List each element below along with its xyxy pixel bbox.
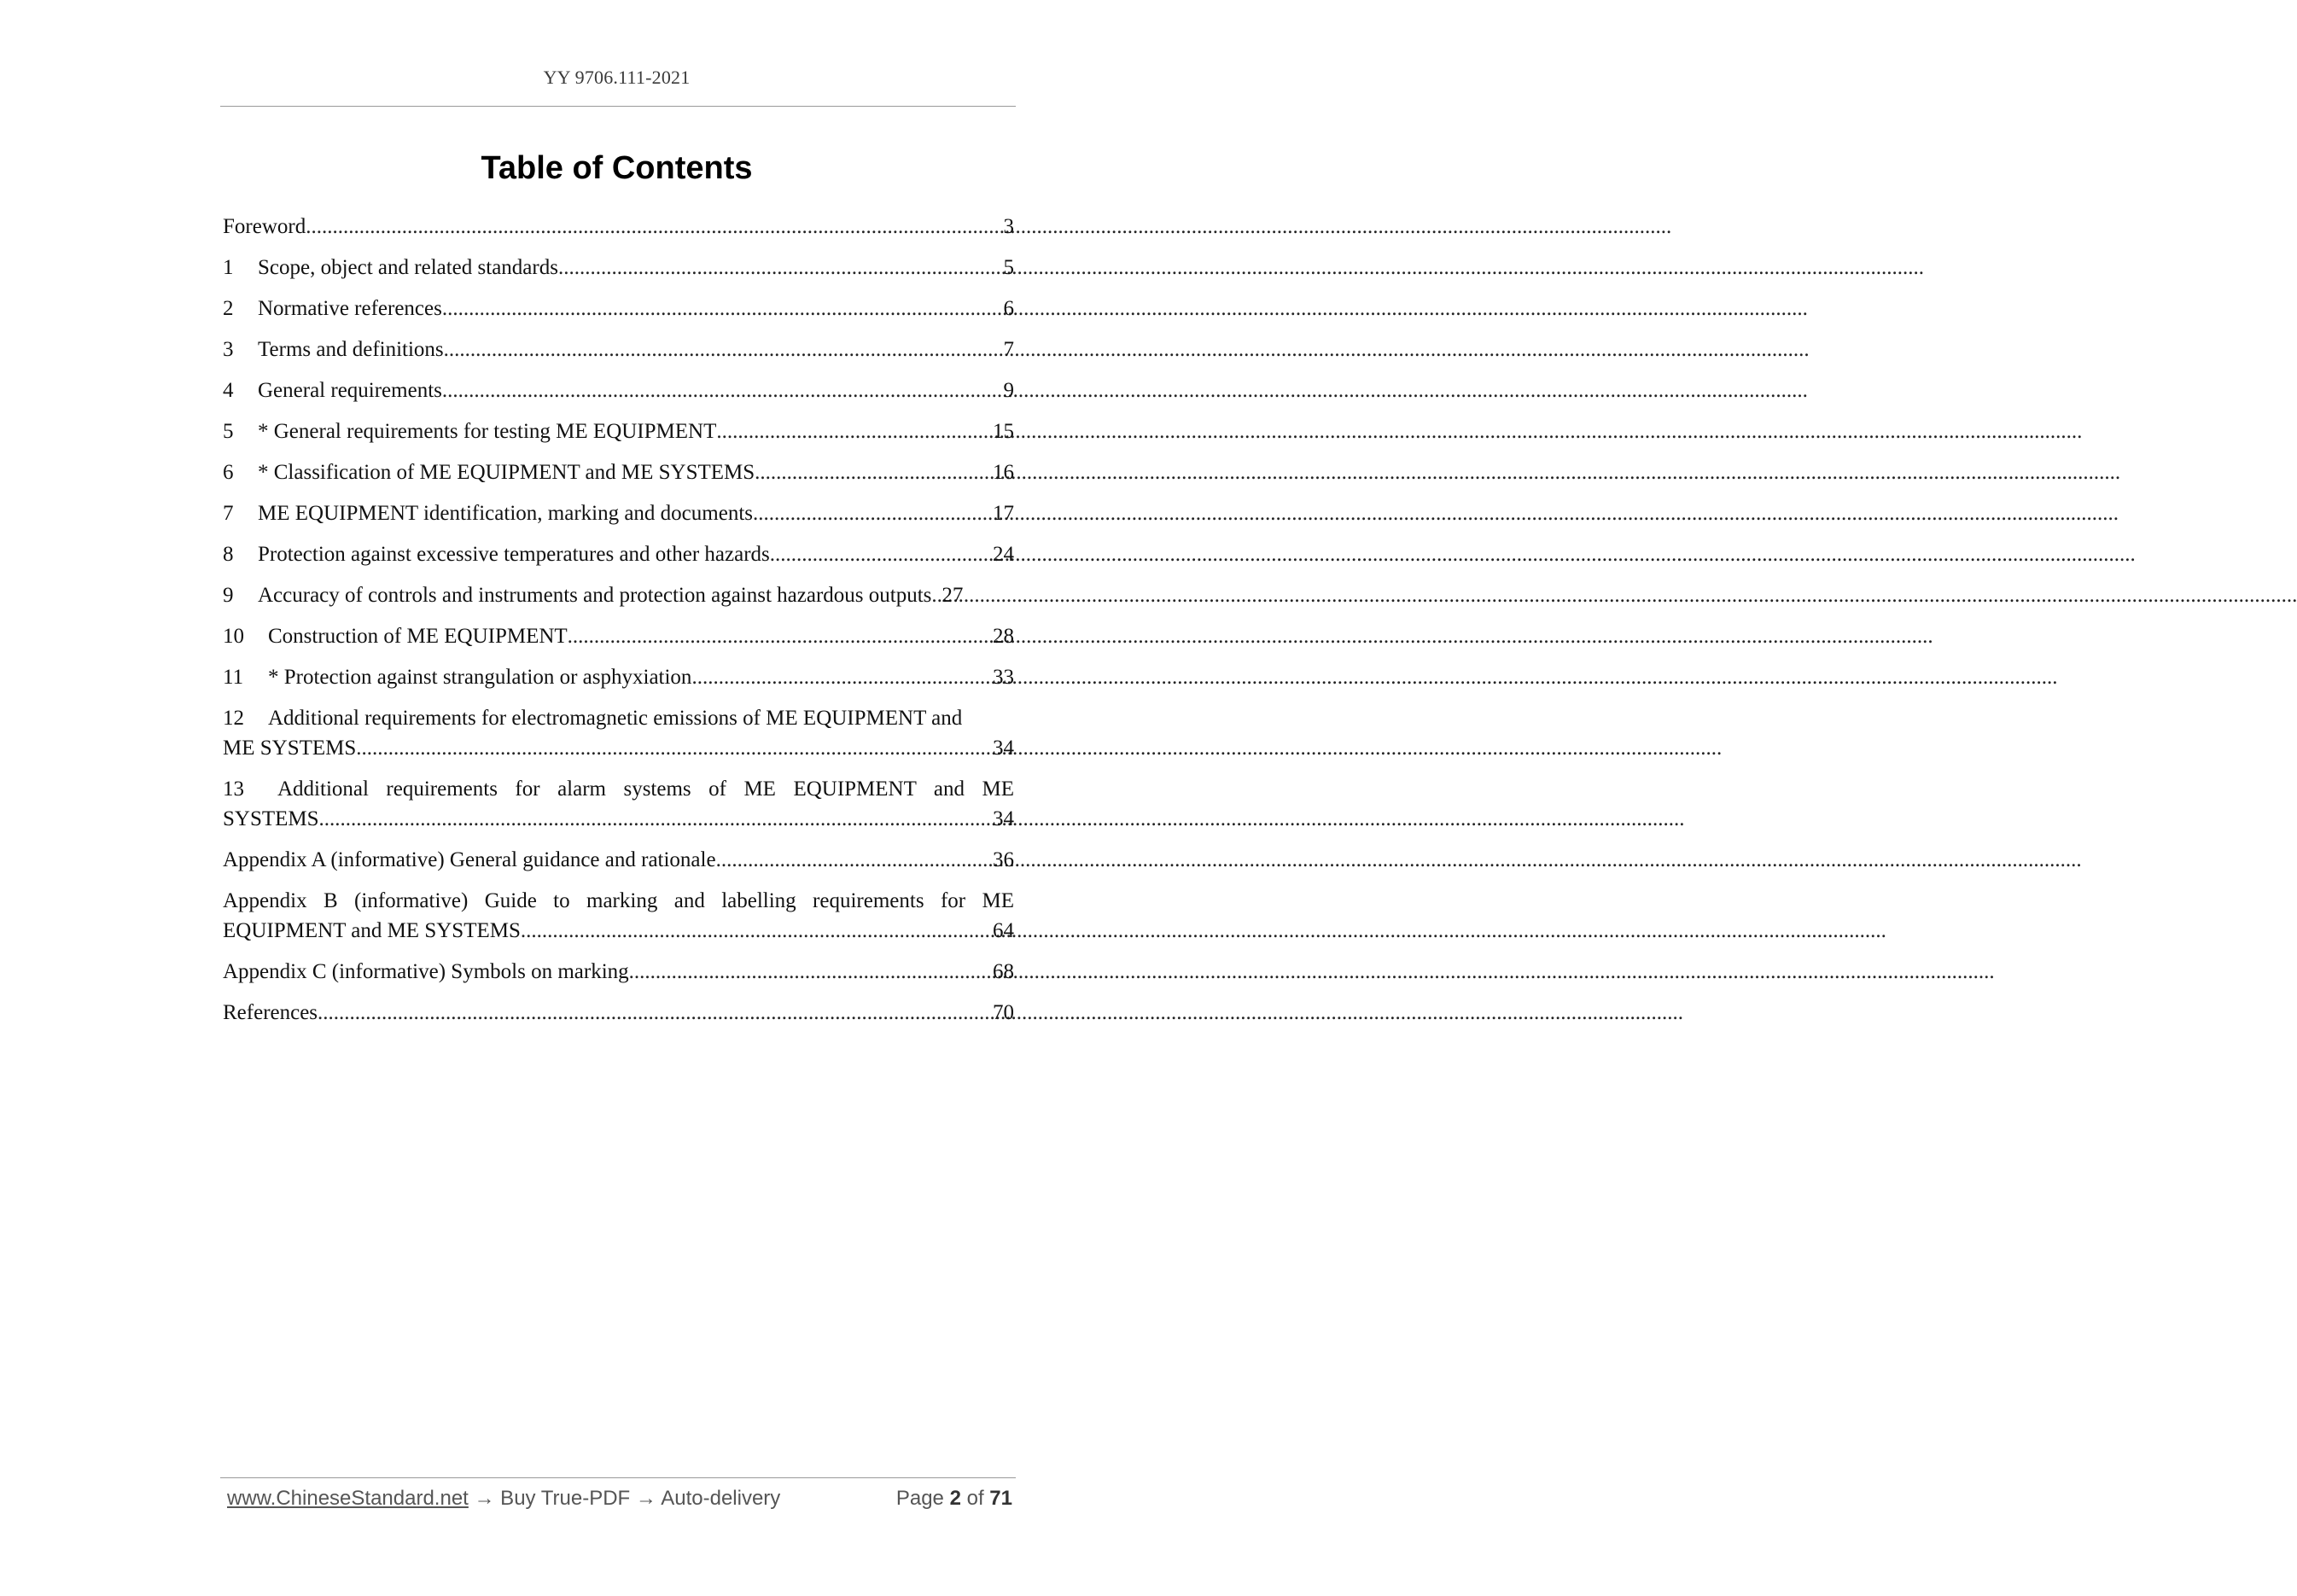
toc-section-number: 12: [223, 707, 244, 730]
dot-leader: [753, 498, 991, 528]
toc-entry-9[interactable]: [223, 580, 1014, 610]
toc-page-number: 68: [993, 960, 1014, 983]
toc-label-line1: Appendix B (informative) Guide to marking and labelling requirements for ME: [223, 889, 1014, 912]
toc-section-number: 10: [223, 625, 244, 648]
toc-label: * Protection against strangulation or asphyxiation: [268, 666, 692, 689]
toc-section-number: 11: [223, 666, 244, 689]
toc-label-line1: Additional requirements for alarm systems of ME EQUIPMENT and ME: [277, 778, 1014, 801]
toc-label: ME EQUIPMENT identification, marking and documents: [258, 502, 753, 525]
toc-section-number: 4: [223, 379, 234, 402]
toc-page-number: 34: [993, 737, 1014, 760]
toc-entry-12[interactable]: [223, 703, 1014, 763]
toc-section-number: 1: [223, 256, 234, 279]
toc-entry-7[interactable]: [223, 498, 1014, 528]
toc-entry-appendix-c[interactable]: [223, 957, 1014, 987]
toc-label-line1: Additional requirements for electromagnetic emissions of ME EQUIPMENT and: [268, 707, 963, 730]
dot-leader: [306, 212, 1001, 242]
dot-leader: [716, 845, 991, 875]
toc-entry-10[interactable]: [223, 621, 1014, 651]
toc-label: Protection against excessive temperatures and other hazards: [258, 543, 770, 566]
toc-entry-1[interactable]: [223, 253, 1014, 283]
toc-page-number: 27: [942, 584, 964, 607]
footer: [227, 1487, 1012, 1511]
toc-page-number: 15: [993, 420, 1014, 443]
toc-label: * General requirements for testing ME EQUIPMENT: [258, 420, 717, 443]
toc-section-number: 2: [223, 297, 234, 320]
dot-leader: [691, 662, 991, 692]
page-title: Table of Contents: [481, 150, 753, 186]
toc-label: Accuracy of controls and instruments and protection against hazardous outputs: [258, 584, 932, 607]
toc-section-number: 7: [223, 502, 234, 525]
toc-entry-13[interactable]: [223, 774, 1014, 834]
toc-label: Scope, object and related standards: [258, 256, 558, 279]
footer-divider: [220, 1477, 1016, 1478]
toc-section-number: 9: [223, 584, 234, 607]
toc-page-number: 17: [993, 502, 1014, 525]
toc-label: General requirements: [258, 379, 442, 402]
toc-page-number: 24: [993, 543, 1014, 566]
toc-label-line2: EQUIPMENT and ME SYSTEMS: [223, 919, 521, 942]
toc-label: References: [223, 1001, 318, 1024]
page-of: of: [966, 1487, 984, 1510]
toc-label: Normative references: [258, 297, 442, 320]
toc-page-number: 9: [1003, 379, 1014, 402]
dot-leader: [568, 621, 991, 651]
toc-section-number: 6: [223, 461, 234, 484]
document-code: YY 9706.111-2021: [543, 67, 691, 88]
website-link[interactable]: www.ChineseStandard.net: [227, 1487, 469, 1510]
toc-page-number: 34: [993, 807, 1014, 830]
dot-leader: [716, 416, 991, 446]
toc-page-number: 64: [993, 919, 1014, 942]
toc-label: * Classification of ME EQUIPMENT and ME SYSTEMS: [258, 461, 755, 484]
toc-entry-2[interactable]: [223, 294, 1014, 323]
toc-label-line2: ME SYSTEMS: [223, 737, 357, 760]
toc-label: Construction of ME EQUIPMENT: [268, 625, 568, 648]
toc-page-number: 70: [993, 1001, 1014, 1024]
toc-label: Appendix C (informative) Symbols on marking: [223, 960, 629, 983]
toc-label: Appendix A (informative) General guidance and rationale: [223, 848, 716, 871]
toc-page-number: 16: [993, 461, 1014, 484]
dot-leader: [770, 539, 991, 569]
toc-entry-11[interactable]: [223, 662, 1014, 692]
toc-entry-appendix-b[interactable]: [223, 886, 1014, 946]
toc-page-number: 33: [993, 666, 1014, 689]
dot-leader: [931, 580, 940, 610]
dot-leader: [521, 916, 991, 946]
toc-page-number: 28: [993, 625, 1014, 648]
toc-page-number: 36: [993, 848, 1014, 871]
dot-leader: [629, 957, 991, 987]
dot-leader: [318, 998, 991, 1028]
toc-page-number: 6: [1003, 297, 1014, 320]
dot-leader: [558, 253, 1002, 283]
toc-entry-6[interactable]: [223, 457, 1014, 487]
toc-entry-appendix-a[interactable]: [223, 845, 1014, 875]
toc-section-number: 13: [223, 778, 244, 801]
toc-section-number: 8: [223, 543, 234, 566]
footer-left: [227, 1487, 780, 1511]
page-indicator: [896, 1487, 1012, 1511]
toc-section-number: 5: [223, 420, 234, 443]
toc-page-number: 7: [1003, 338, 1014, 361]
dot-leader: [319, 804, 991, 834]
toc-entry-foreword[interactable]: [223, 212, 1014, 242]
dot-leader: [442, 376, 1002, 405]
header-divider: [220, 106, 1016, 107]
toc-entry-5[interactable]: [223, 416, 1014, 446]
dot-leader: [442, 294, 1002, 323]
toc-section-number: 3: [223, 338, 234, 361]
toc-label-line2: SYSTEMS: [223, 807, 319, 830]
toc-label: Terms and definitions: [258, 338, 444, 361]
dot-leader: [755, 457, 991, 487]
current-page: 2: [949, 1487, 961, 1510]
toc-entry-8[interactable]: [223, 539, 1014, 569]
toc-label: Foreword: [223, 215, 306, 238]
footer-trail: → Buy True-PDF → Auto-delivery: [468, 1487, 781, 1510]
toc-entry-3[interactable]: [223, 335, 1014, 364]
total-pages: 71: [989, 1487, 1012, 1510]
toc-page-number: 5: [1003, 256, 1014, 279]
dot-leader: [444, 335, 1002, 364]
toc-entry-4[interactable]: [223, 376, 1014, 405]
toc-page-number: 3: [1003, 215, 1014, 238]
dot-leader: [356, 733, 991, 763]
toc-entry-references[interactable]: [223, 998, 1014, 1028]
table-of-contents: [223, 212, 1014, 1039]
page-prefix: Page: [895, 1487, 944, 1510]
